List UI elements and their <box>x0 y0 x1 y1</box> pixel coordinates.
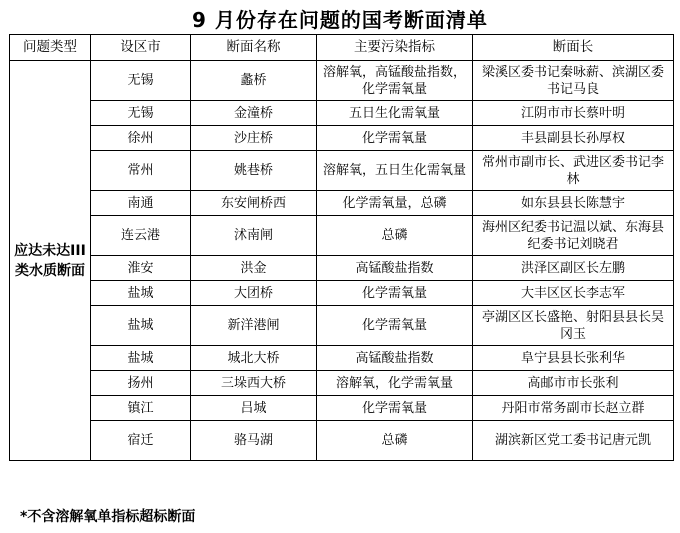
city-cell: 淮安 <box>91 256 191 281</box>
section-cell: 城北大桥 <box>191 346 317 371</box>
city-cell: 连云港 <box>91 216 191 256</box>
pollutants-cell: 总磷 <box>317 216 473 256</box>
chief-cell: 梁溪区委书记秦咏薪、滨湖区委书记马良 <box>473 61 674 101</box>
problem-sections-table <box>9 34 674 461</box>
section-cell: 吕城 <box>191 396 317 421</box>
table-row <box>10 216 674 256</box>
pollutants-cell: 高锰酸盐指数 <box>317 256 473 281</box>
table-row <box>10 421 674 461</box>
table-row <box>10 126 674 151</box>
page-title: 9 月份存在问题的国考断面清单 <box>192 8 488 32</box>
section-cell: 沙庄桥 <box>191 126 317 151</box>
section-cell: 姚巷桥 <box>191 151 317 191</box>
pollutants-cell: 化学需氧量 <box>317 306 473 346</box>
table-row <box>10 371 674 396</box>
table-body <box>10 61 674 461</box>
chief-cell: 丹阳市常务副市长赵立群 <box>473 396 674 421</box>
pollutants-cell: 溶解氧，化学需氧量 <box>317 371 473 396</box>
city-cell: 盐城 <box>91 281 191 306</box>
chief-cell: 湖滨新区党工委书记唐元凯 <box>473 421 674 461</box>
section-cell: 金潼桥 <box>191 101 317 126</box>
chief-cell: 高邮市市长张利 <box>473 371 674 396</box>
header-category: 问题类型 <box>10 35 91 61</box>
chief-cell: 江阴市市长蔡叶明 <box>473 101 674 126</box>
city-cell: 南通 <box>91 191 191 216</box>
city-cell: 盐城 <box>91 346 191 371</box>
header-pollutants: 主要污染指标 <box>317 35 473 61</box>
chief-cell: 丰县副县长孙厚权 <box>473 126 674 151</box>
table-row <box>10 256 674 281</box>
table-header-row <box>10 35 674 61</box>
pollutants-cell: 高锰酸盐指数 <box>317 346 473 371</box>
table-row <box>10 151 674 191</box>
footnote: *不含溶解氧单指标超标断面 <box>20 509 196 525</box>
city-cell: 徐州 <box>91 126 191 151</box>
pollutants-cell: 化学需氧量 <box>317 281 473 306</box>
chief-cell: 大丰区区长李志军 <box>473 281 674 306</box>
table-row <box>10 191 674 216</box>
city-cell: 无锡 <box>91 61 191 101</box>
table-row <box>10 101 674 126</box>
category-cell: 应达未达III类水质断面 <box>10 61 91 461</box>
table-row <box>10 61 674 101</box>
chief-cell: 阜宁县县长张利华 <box>473 346 674 371</box>
city-cell: 扬州 <box>91 371 191 396</box>
pollutants-cell: 溶解氧，五日生化需氧量 <box>317 151 473 191</box>
table-row <box>10 306 674 346</box>
section-cell: 新洋港闸 <box>191 306 317 346</box>
pollutants-cell: 化学需氧量，总磷 <box>317 191 473 216</box>
pollutants-cell: 五日生化需氧量 <box>317 101 473 126</box>
chief-cell: 如东县县长陈慧宇 <box>473 191 674 216</box>
table-row <box>10 396 674 421</box>
section-cell: 三垛西大桥 <box>191 371 317 396</box>
section-cell: 沭南闸 <box>191 216 317 256</box>
chief-cell: 洪泽区副区长左鹏 <box>473 256 674 281</box>
section-cell: 大团桥 <box>191 281 317 306</box>
pollutants-cell: 化学需氧量 <box>317 126 473 151</box>
section-cell: 蠡桥 <box>191 61 317 101</box>
city-cell: 无锡 <box>91 101 191 126</box>
header-city: 设区市 <box>91 35 191 61</box>
city-cell: 常州 <box>91 151 191 191</box>
table-row <box>10 281 674 306</box>
pollutants-cell: 溶解氧，高锰酸盐指数，化学需氧量 <box>317 61 473 101</box>
pollutants-cell: 化学需氧量 <box>317 396 473 421</box>
pollutants-cell: 总磷 <box>317 421 473 461</box>
chief-cell: 常州市副市长、武进区委书记李林 <box>473 151 674 191</box>
header-section: 断面名称 <box>191 35 317 61</box>
city-cell: 宿迁 <box>91 421 191 461</box>
section-cell: 骆马湖 <box>191 421 317 461</box>
section-cell: 东安闸桥西 <box>191 191 317 216</box>
chief-cell: 海州区纪委书记温以斌、东海县纪委书记刘晓君 <box>473 216 674 256</box>
table-row <box>10 346 674 371</box>
header-chief: 断面长 <box>473 35 674 61</box>
section-cell: 洪金 <box>191 256 317 281</box>
city-cell: 盐城 <box>91 306 191 346</box>
chief-cell: 亭湖区区长盛艳、射阳县县长吴冈玉 <box>473 306 674 346</box>
city-cell: 镇江 <box>91 396 191 421</box>
